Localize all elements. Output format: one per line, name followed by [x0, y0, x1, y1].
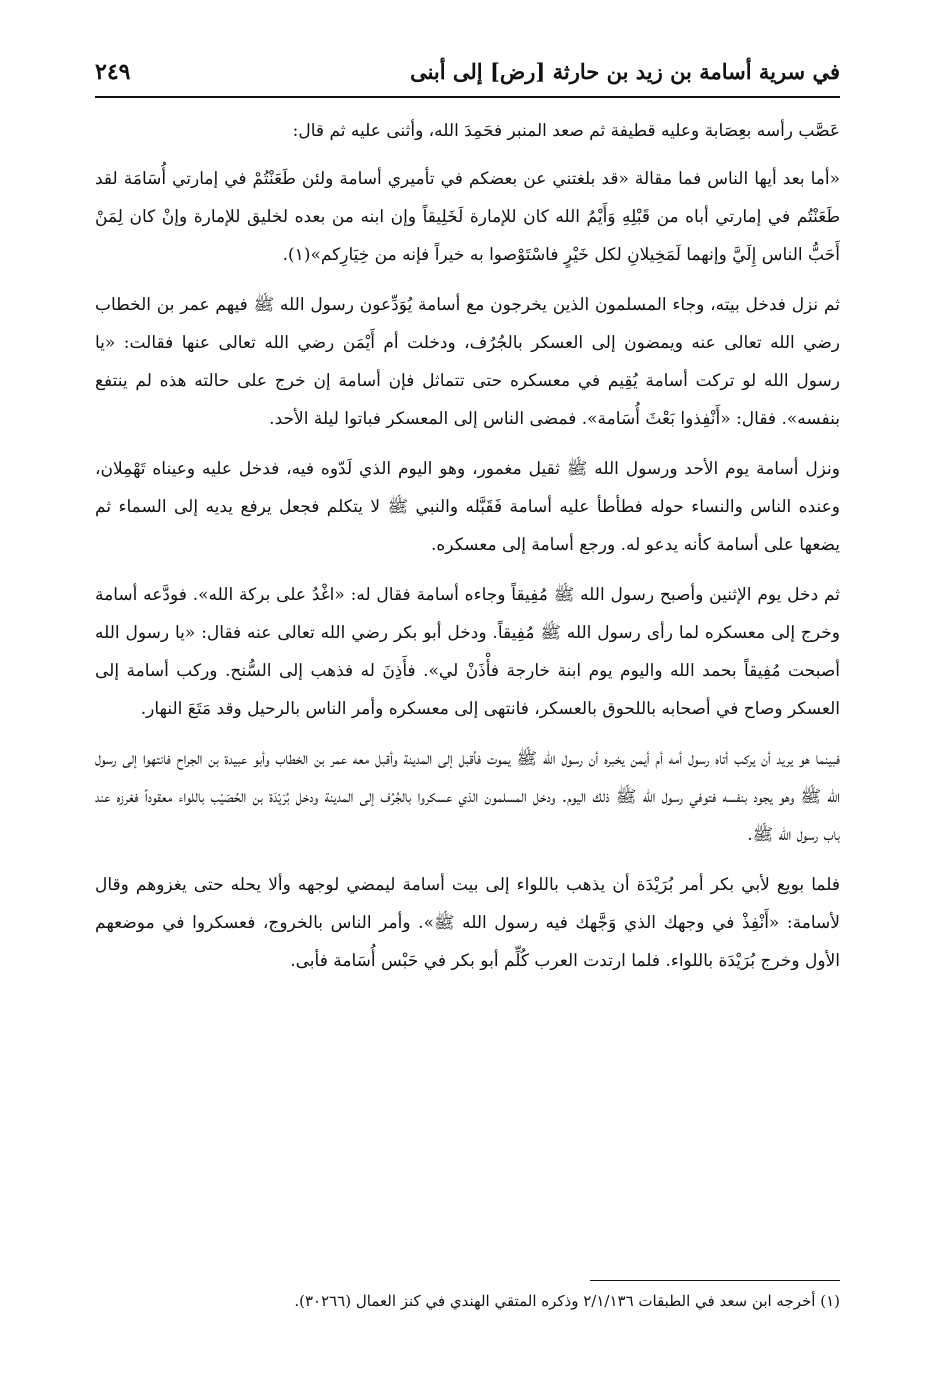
footnote: (١) أخرجه ابن سعد في الطبقات ٢/١/١٣٦ وذكره المتقي الهندي في كنز العمال (٣٠٢٦٦). [294, 1292, 840, 1310]
paragraph: عَصَّب رأسه بعِصَابة وعليه قطيفة ثم صعد المنبر فحَمِدَ الله، وأثنى عليه ثم قال: [292, 121, 840, 141]
paragraph: فبينما هو يريد أن يركب أتاه رسول أمه أم أيمن يخبره أن رسول الله ﷺ يموت فأقبل إلى المدينة وأقبل معه عمر بن الخطاب وأبو عبيدة بن الجراح فانتهوا إلى رسول الله ﷺ وهو يجود بنفسه فتوفي رسول الله ﷺ ذلك اليوم. ودخل المسلمون الذي عسكروا بالجُرُف إلى المدينة ودخل بُرَيْدَة بن الحُصَيْب باللواء معقوداً فغرزه عند باب رسول الله ﷺ. [95, 749, 840, 845]
chapter-title: في سرية أسامة بن زيد بن حارثة [رض] إلى أبنى [410, 59, 840, 84]
paragraph: ونزل أسامة يوم الأحد ورسول الله ﷺ ثقيل مغمور، وهو اليوم الذي لَدّوه فيه، فدخل عليه وعيناه تَهْمِلان، وعنده الناس والنساء حوله فطأطأ عليه أسامة فَقَبَّله والنبي ﷺ لا يتكلم فجعل يرفع يديه إلى السماء ثم يضعها على أسامة كأنه يدعو له. ورجع أسامة إلى معسكره. [95, 459, 840, 555]
header-rule [95, 96, 840, 98]
paragraph: ثم نزل فدخل بيته، وجاء المسلمون الذين يخرجون مع أسامة يُوَدِّعون رسول الله ﷺ فيهم عمر بن الخطاب رضي الله تعالى عنه ويمضون إلى العسكر بالجُرُف، ودخلت أم أَيْمَن رضي الله تعالى عنها فقالت: «يا رسول الله لو تركت أسامة يُقِيم في معسكره حتى تتماثل فإن أسامة إن خرج على حالته هذه لم ينتفع بنفسه». فقال: «أَنْفِذوا بَعْثَ أُسَامة». فمضى الناس إلى المعسكر فباتوا ليلة الأحد. [95, 295, 840, 429]
main-text [95, 112, 840, 992]
running-header [95, 55, 840, 95]
paragraph: «أما بعد أيها الناس فما مقالة «قد بلغتني عن بعضكم في تأميري أسامة ولئن طَعَنْتُمْ في إمارتي أُسَامَة لقد طَعَنْتُم في إمارتي أباه من قَبْلِهِ وَأَيْمُ الله كان للإمارة لَخَلِيقاً وإن ابنه من بعده لخليق للإمارة وإنْ كان لِمَنْ أَحَبُّ الناس إِلَيَّ وإنهما لَمَخِيلانِ لكل خَيْرٍ فاسْتَوْصوا به خيراً فإنه من خِيَارِكم»(١). [95, 169, 840, 265]
page-number: ٢٤٩ [95, 59, 131, 85]
paragraph: ثم دخل يوم الإثنين وأصبح رسول الله ﷺ مُفِيقاً وجاءه أسامة فقال له: «اغْدُ على بركة الله». فودَّعه أسامة وخرج إلى معسكره لما رأى رسول الله ﷺ مُفِيقاً. ودخل أبو بكر رضي الله تعالى عنه فقال: «يا رسول الله أصبحت مُفِيقاً بحمد الله واليوم يوم ابنة خارجة فأْذَنْ لي». فأَذِنَ له فذهب إلى السُّنح. وركب أسامة إلى العسكر وصاح في أصحابه باللحوق بالعسكر، فانتهى إلى معسكره وأمر الناس بالرحيل وقد مَتَعَ النهار. [95, 585, 840, 719]
footnote-separator [590, 1280, 840, 1281]
paragraph: فلما بويع لأبي بكر أمر بُرَيْدَة أن يذهب باللواء إلى بيت أسامة ليمضي لوجهه وألا يحله حتى يغزوهم وقال لأسامة: «أَنْفِذْ في وجهك الذي وَجَّهك فيه رسول الله ﷺ». وأمر الناس بالخروج، فعسكروا في موضعهم الأول وخرج بُرَيْدَة باللواء. فلما ارتدت العرب كُلِّم أبو بكر في حَبْس أُسَامة فأبى. [95, 875, 840, 971]
